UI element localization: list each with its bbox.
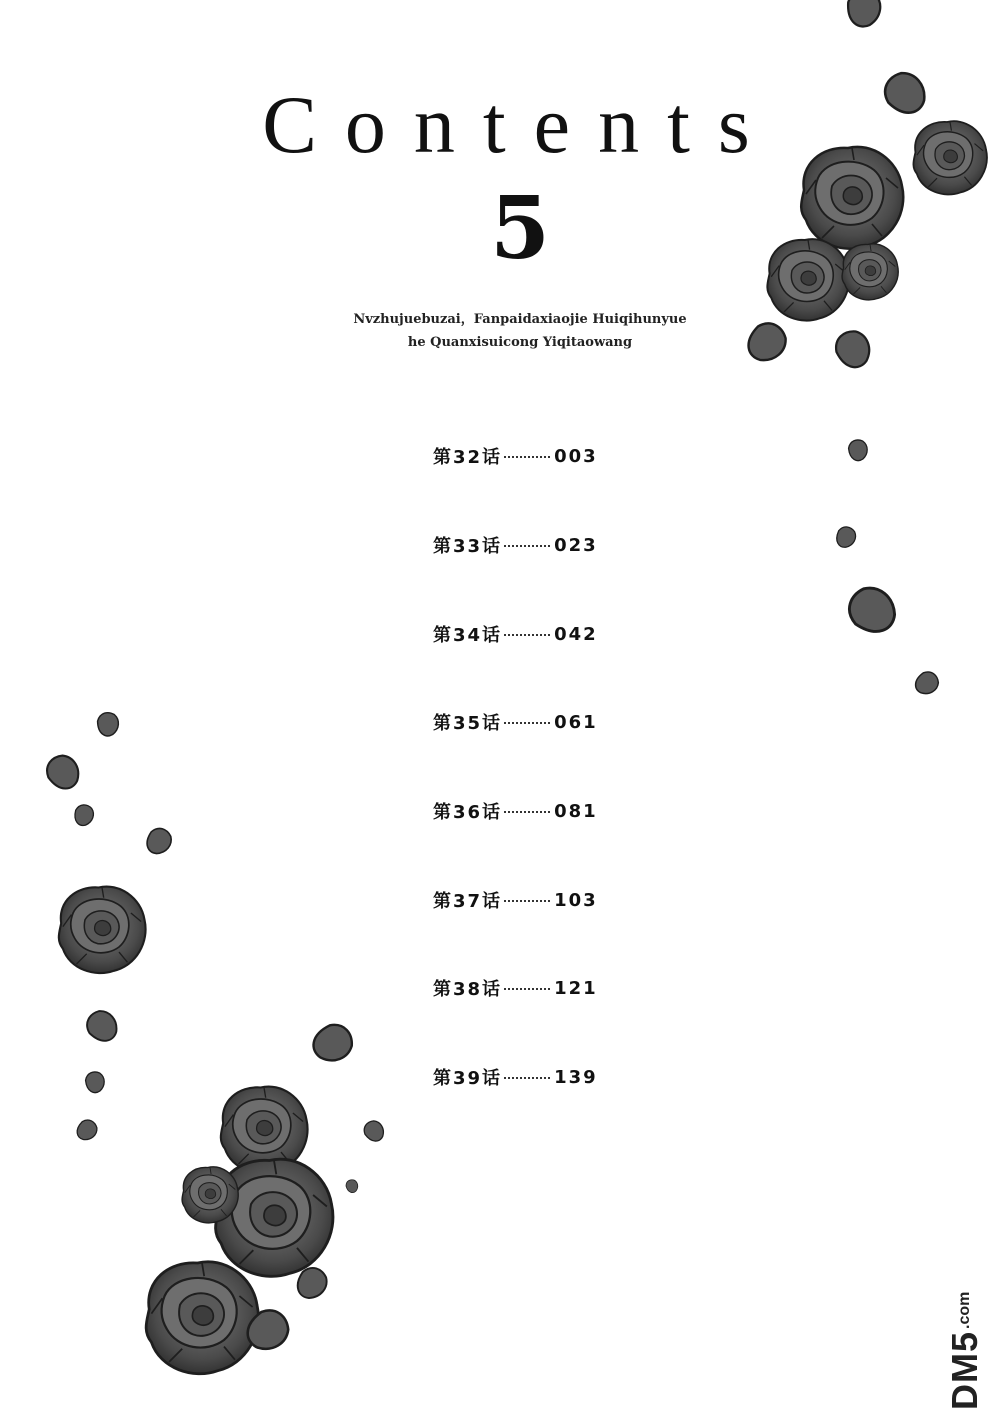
- page-number: 121: [554, 977, 598, 999]
- chapter-label: 第36话: [433, 802, 503, 823]
- page-number: 103: [554, 889, 598, 911]
- toc-entry-36[interactable]: [433, 796, 633, 826]
- petal-icon: [362, 1118, 387, 1144]
- chapter-label: 第35话: [433, 713, 503, 734]
- dot-leader: [504, 988, 550, 990]
- page-number: 081: [554, 800, 598, 822]
- volume-number: 5: [490, 178, 550, 279]
- chapter-label: 第32话: [433, 447, 503, 468]
- petal-icon: [70, 802, 97, 829]
- toc-entry-37[interactable]: [433, 885, 633, 915]
- dot-leader: [504, 811, 550, 813]
- rose-icon: [146, 1262, 258, 1374]
- petal-icon: [310, 1022, 354, 1063]
- page-number: 042: [554, 623, 598, 645]
- petal-icon: [82, 1006, 122, 1047]
- petal-icon: [841, 579, 903, 642]
- chapter-label: 第38话: [433, 979, 503, 1000]
- watermark-logo: [940, 1270, 990, 1410]
- petal-icon: [346, 1180, 358, 1193]
- petal-icon: [73, 1117, 100, 1144]
- petal-icon: [912, 669, 941, 697]
- rose-icon: [59, 887, 146, 974]
- page-title: Contents: [262, 79, 778, 170]
- dot-leader: [504, 722, 550, 724]
- page-number: 061: [554, 711, 598, 733]
- toc-entry-38[interactable]: [433, 973, 633, 1003]
- petal-icon: [43, 752, 83, 794]
- petal-icon: [84, 1070, 106, 1094]
- chapter-label: 第39话: [433, 1068, 503, 1089]
- toc-entry-35[interactable]: [433, 707, 633, 737]
- page-number: 139: [554, 1066, 598, 1088]
- watermark-brand: DM5: [944, 1330, 985, 1410]
- petal-icon: [141, 824, 176, 859]
- subtitle-line-2: he Quanxisuicong Yiqitaowang: [407, 335, 633, 350]
- page-number: 003: [554, 445, 598, 467]
- petal-icon: [842, 0, 885, 31]
- dot-leader: [504, 545, 550, 547]
- toc-entry-39[interactable]: [433, 1062, 633, 1092]
- watermark-suffix: .com: [956, 1291, 973, 1329]
- chapter-label: 第33话: [433, 536, 503, 557]
- dot-leader: [504, 634, 550, 636]
- subtitle-line-1: Nvzhujuebuzai，Fanpaidaxiaojie Huiqihunyue: [353, 312, 687, 327]
- toc-entry-34[interactable]: [433, 619, 633, 649]
- petal-icon: [832, 523, 860, 551]
- page-number: 023: [554, 534, 598, 556]
- toc-entry-33[interactable]: [433, 530, 633, 560]
- petal-icon: [94, 710, 120, 738]
- chapter-label: 第34话: [433, 625, 503, 646]
- dot-leader: [504, 900, 550, 902]
- rose-icon: [182, 1167, 238, 1223]
- petal-icon: [847, 438, 869, 462]
- chapter-label: 第37话: [433, 891, 503, 912]
- toc-entry-32[interactable]: [433, 441, 633, 471]
- dot-leader: [504, 456, 550, 458]
- dot-leader: [504, 1077, 550, 1079]
